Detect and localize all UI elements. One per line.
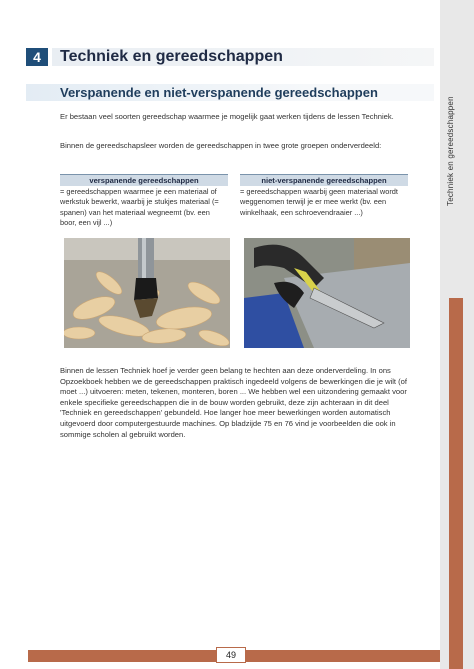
table-header-niet-verspanend: niet-verspanende gereedschappen	[240, 174, 408, 186]
chapter-number: 4	[26, 48, 48, 66]
closing-paragraph: Binnen de lessen Techniek hoef je verder geen belang te hechten aan deze onderverdeling. In ons Opzoekboek hebben we de gereedschappen praktisch ingedeeld volgens de bewerkingen die je wilt (of moet ...) uitvoeren: meten, tekenen, monteren, boren ... We hebben wel een uitzondering gemaakt voor enkele specifieke gereedschappen die in de bouw worden gebruikt, deze zijn achteraan in dit deel 'Techniek en gereedschappen' gebundeld. Hoe langer hoe meer bewerkingen worden automatisch uitgevoerd door computergestuurde machines. Op bladzijde 75 en 76 vind je voorbeelden die ook in sommige scholen al gebruikt worden.	[60, 366, 408, 439]
intro-paragraph-1: Er bestaan veel soorten gereedschap waarmee je mogelijk gaat werken tijdens de lessen Techniek.	[60, 112, 394, 121]
side-accent-bar	[449, 298, 463, 669]
chapter-title: Techniek en gereedschappen	[60, 48, 283, 65]
table-cell-niet-verspanend: = gereedschappen waarbij geen materiaal wordt weggenomen terwijl je er mee werkt (bv. een winkelhaak, een schroevendraaier ...)	[240, 187, 398, 217]
table-cell-verspanend: = gereedschappen waarmee je een materiaal of werkstuk bewerkt, waarbij je stukjes materiaal (= spanen) van het materiaal wegneemt (bv. een boor, een vijl ...)	[60, 187, 219, 228]
section-title: Verspanende en niet-verspanende gereedschappen	[60, 85, 378, 100]
table-header-verspanend: verspanende gereedschappen	[60, 174, 228, 186]
drill-photo	[64, 238, 230, 348]
side-tab-label: Techniek en gereedschappen	[446, 96, 455, 206]
intro-paragraph-2: Binnen de gereedschapsleer worden de gereedschappen in twee grote groepen onderverdeeld:	[60, 141, 382, 150]
table-column-verspanend	[60, 174, 228, 229]
shears-photo	[244, 238, 410, 348]
page-number: 49	[216, 647, 246, 663]
table-column-niet-verspanend	[240, 174, 408, 218]
